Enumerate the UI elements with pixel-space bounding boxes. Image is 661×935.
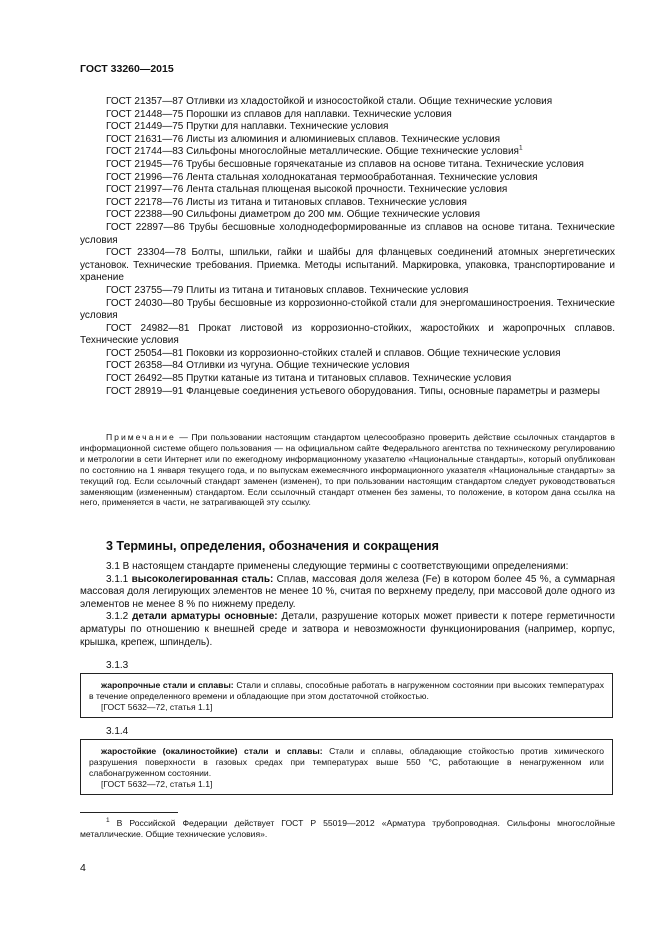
normative-references-list	[80, 96, 615, 398]
term-number: 3.1.1	[106, 573, 132, 585]
term-box-3-1-4	[80, 739, 613, 795]
term-box-3-1-3	[80, 673, 613, 718]
term-definition	[89, 746, 604, 779]
term-definition	[89, 680, 604, 702]
definitions	[80, 561, 615, 649]
document-header: ГОСТ 33260—2015	[80, 63, 174, 75]
reference-item: ГОСТ 28919—91 Фланцевые соединения устьевого оборудования. Типы, основные параметры и размеры	[106, 385, 600, 397]
reference-item: ГОСТ 22178—76 Листы из титана и титановых сплавов. Технические условия	[106, 196, 467, 208]
term-source: [ГОСТ 5632—72, статья 1.1]	[101, 701, 213, 712]
term-source: [ГОСТ 5632—72, статья 1.1]	[101, 778, 213, 789]
reference-item: ГОСТ 25054—81 Поковки из коррозионно-стойких сталей и сплавов. Общие технические условия	[106, 347, 561, 359]
term-number: 3.1.2	[106, 611, 133, 623]
term-name: жаростойкие (окалиностойкие) стали и сплавы:	[101, 746, 323, 756]
reference-item: ГОСТ 24030—80 Трубы бесшовные из коррозионно-стойкой стали для энергомашиностроения. Технические условия	[80, 297, 615, 322]
term-name: жаропрочные стали и сплавы:	[101, 680, 234, 690]
term-3-1-1	[80, 574, 615, 612]
term-number-3-1-3: 3.1.3	[106, 660, 129, 671]
term-number-3-1-4: 3.1.4	[106, 726, 129, 737]
reference-item: ГОСТ 23755—79 Плиты из титана и титановых сплавов. Технические условия	[106, 284, 469, 296]
term-definition: Сплав, массовая доля железа (Fe) в котором более 45 %, а суммарная массовая доля легирующих элементов не менее 10 %, считая по верхнему пределу, при массовой доле одного из элементов не менее 8 % по нижнему пределу.	[80, 573, 615, 610]
note-paragraph	[80, 432, 615, 508]
reference-item: ГОСТ 21357—87 Отливки из хладостойкой и износостойкой стали. Общие технические условия	[106, 96, 553, 107]
reference-text: ГОСТ 21744—83 Сильфоны многослойные металлические. Общие технические условия	[106, 146, 519, 158]
reference-item: ГОСТ 21631—76 Листы из алюминия и алюминиевых сплавов. Технические условия	[106, 133, 501, 145]
reference-item: ГОСТ 22388—90 Сильфоны диаметром до 200 мм. Общие технические условия	[106, 209, 480, 221]
footnote-text: В Российской Федерации действует ГОСТ Р 55019—2012 «Арматура трубопроводная. Сильфоны многослойные металлические. Общие технические условия».	[80, 818, 615, 839]
term-definition-text: Стали и сплавы, способные работать в нагруженном состоянии при высоких температурах в течение определенного времени и обладающие при этом достаточной стойкостью.	[89, 680, 605, 701]
footnote-separator	[80, 812, 178, 813]
footnote-marker: 1	[106, 817, 110, 825]
reference-item: ГОСТ 21997—76 Лента стальная плющеная высокой прочности. Технические условия	[106, 184, 508, 196]
clause-3-1: 3.1 В настоящем стандарте применены следующие термины с соответствующими определениями:	[106, 561, 569, 572]
reference-item: ГОСТ 24982—81 Прокат листовой из коррозионно-стойких, жаростойких и жаропрочных сплавов. Технические условия	[80, 322, 615, 347]
reference-item: ГОСТ 21996—76 Лента стальная холоднокатаная термообработанная. Технические условия	[106, 171, 538, 183]
note-text: — При пользовании настоящим стандартом целесообразно проверить действие ссылочных стандартов в информационной системе общего пользования — на официальном сайте Федерального агентства по техническому регулированию и метрологии в сети Интернет или по ежегодному информационному указателю «Национальные стандарты», который опубликован по состоянию на 1 января текущего года, и по выпускам ежемесячного информационного указателя «Национальные стандарты» за текущий год. Если ссылочный стандарт заменен (изменен), то при пользовании настоящим стандартом следует руководствоваться заменяющим (измененным) стандартом. Если ссылочный стандарт отменен без замены, то положение, в котором дана ссылка на него, применяется в части, не затрагивающей эту ссылку.	[80, 432, 615, 508]
page-number: 4	[80, 862, 86, 874]
reference-item: ГОСТ 21945—76 Трубы бесшовные горячекатаные из сплавов на основе титана. Технические условия	[106, 158, 584, 170]
note-label: Примечание	[106, 432, 176, 442]
footnote-reference: 1	[518, 145, 523, 153]
term-definition: Детали, разрушение которых может привести к потере герметичности арматуры по отношению к внешней среде и затвора и невозможности функционирования (например, корпус, крышка, крепеж, шпиндель).	[80, 611, 615, 648]
reference-item: ГОСТ 23304—78 Болты, шпильки, гайки и шайбы для фланцевых соединений атомных энергетических установок. Технические требования. Приемка. Методы испытаний. Маркировка, упаковка, транспортирование и хранение	[80, 247, 615, 284]
reference-item: ГОСТ 26358—84 Отливки из чугуна. Общие технические условия	[106, 360, 410, 372]
term-definition-text: Стали и сплавы, обладающие стойкостью против химического разрушения поверхности в газовых средах при температурах выше 550 °С, работающие в ненагруженном или слабонагруженном состоянии.	[89, 746, 604, 778]
term-3-1-2	[80, 611, 615, 649]
reference-item: ГОСТ 21448—75 Порошки из сплавов для наплавки. Технические условия	[106, 108, 452, 120]
footnote	[80, 818, 615, 840]
term-name: детали арматуры основные:	[132, 611, 278, 623]
section-title: 3 Термины, определения, обозначения и сокращения	[106, 539, 439, 553]
reference-item: ГОСТ 26492—85 Прутки катаные из титана и титановых сплавов. Технические условия	[106, 373, 512, 385]
reference-item: ГОСТ 21449—75 Прутки для наплавки. Технические условия	[106, 121, 389, 133]
reference-item: ГОСТ 22897—86 Трубы бесшовные холоднодеформированные из сплавов на основе титана. Технические условия	[80, 221, 615, 246]
term-name: высоколегированная сталь:	[131, 573, 274, 585]
reference-item	[80, 146, 615, 159]
